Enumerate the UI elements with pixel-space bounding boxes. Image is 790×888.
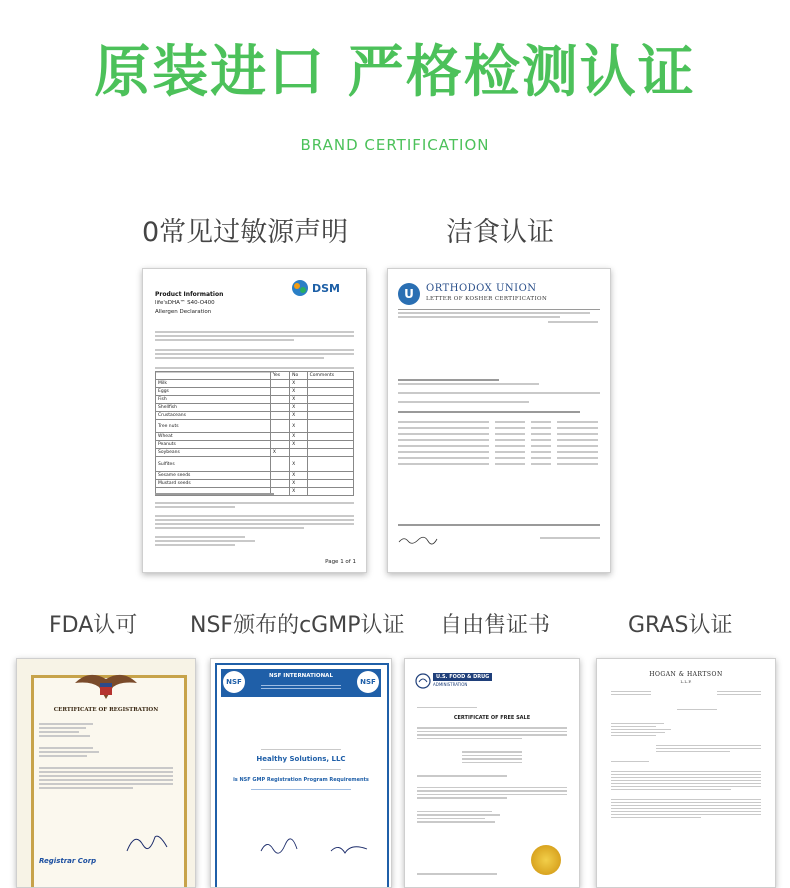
fda-agency-name: U.S. FOOD & DRUG (433, 673, 492, 681)
allergen-col-yes: Yes (270, 372, 289, 380)
gold-seal-icon (531, 845, 561, 875)
nsf-certificate-doc (210, 658, 392, 888)
gras-caption: GRAS认证 (628, 613, 733, 638)
table-row: Mustard seeds X (156, 480, 354, 488)
table-row: Wheat X (156, 433, 354, 441)
fda-agency-sub: ADMINISTRATION (433, 682, 468, 687)
page-title: 原装进口 严格检测认证 (94, 40, 696, 105)
gras-letter-doc (596, 658, 776, 888)
kosher-caption: 洁食认证 (446, 217, 554, 248)
table-row: Crustaceans X (156, 412, 354, 420)
nsf-program-text: is NSF GMP Registration Program Requirements (233, 777, 369, 783)
allergen-doc-heading: Product Information (155, 291, 224, 298)
allergen-doc-notes (155, 491, 354, 531)
signature-icon (259, 837, 299, 857)
kosher-signatures (398, 535, 600, 545)
gras-firm-sub: L.L.P. (680, 679, 692, 684)
fsc-caption: 自由售证书 (440, 613, 551, 638)
kosher-org-name: ORTHODOX UNION (426, 283, 537, 294)
allergen-table (155, 371, 354, 496)
allergen-doc-page: Page 1 of 1 (325, 559, 356, 565)
eagle-emblem-icon (73, 665, 139, 705)
table-row: Milk X (156, 380, 354, 388)
nsf-org-name: NSF INTERNATIONAL (269, 673, 333, 679)
fda-registration-doc (16, 658, 196, 888)
allergen-declaration-doc (142, 268, 367, 573)
dsm-logo-icon (291, 279, 309, 297)
signature-icon (329, 839, 369, 859)
fda-doc-title: CERTIFICATE OF REGISTRATION (53, 707, 159, 713)
fda-doc-body (39, 721, 173, 791)
registrar-corp-logo: Registrar Corp (39, 857, 97, 865)
signature-icon (398, 535, 438, 545)
free-sale-certificate-doc (404, 658, 580, 888)
table-row: Fish X (156, 396, 354, 404)
hhs-seal-icon (415, 673, 431, 689)
kosher-letter-title: LETTER OF KOSHER CERTIFICATION (426, 296, 548, 302)
table-row: Tree nuts X (156, 420, 354, 433)
kosher-doc-body (398, 377, 600, 415)
table-row: Sulfites X (156, 457, 354, 472)
allergen-doc-product: life'sDHA™ S40-O400 (155, 300, 215, 306)
nsf-company-name: Healthy Solutions, LLC (256, 755, 346, 763)
free-sale-body (417, 725, 567, 825)
page-subtitle: BRAND CERTIFICATION (300, 136, 490, 154)
kosher-product-list (398, 419, 600, 467)
signature-icon (125, 829, 169, 859)
table-row: Eggs X (156, 388, 354, 396)
ou-logo-icon: U (398, 283, 420, 305)
allergen-col-no: No (290, 372, 308, 380)
allergen-doc-intro (155, 329, 354, 375)
table-row: Sesame seeds X (156, 472, 354, 480)
allergen-doc-footer (155, 534, 354, 548)
table-row: Shellfish X (156, 404, 354, 412)
nsf-caption: NSF颁布的cGMP认证 (190, 613, 405, 638)
allergen-doc-sub: Allergen Declaration (155, 309, 212, 315)
table-row: Peanuts X (156, 441, 354, 449)
allergen-col-comments: Comments (307, 372, 353, 380)
table-row: Soybeans X (156, 449, 354, 457)
nsf-logo-icon: NSF (357, 671, 379, 693)
gras-letter-body (611, 721, 761, 820)
gras-firm-name: HOGAN & HARTSON (649, 671, 723, 678)
dsm-logo: DSM (291, 279, 340, 297)
table-row: X (156, 488, 354, 496)
free-sale-title: CERTIFICATE OF FREE SALE (453, 715, 531, 721)
kosher-certificate-doc (387, 268, 611, 573)
allergen-caption: 0常见过敏源声明 (142, 217, 349, 248)
fda-caption: FDA认可 (49, 613, 138, 638)
nsf-logo-icon: NSF (223, 671, 245, 693)
